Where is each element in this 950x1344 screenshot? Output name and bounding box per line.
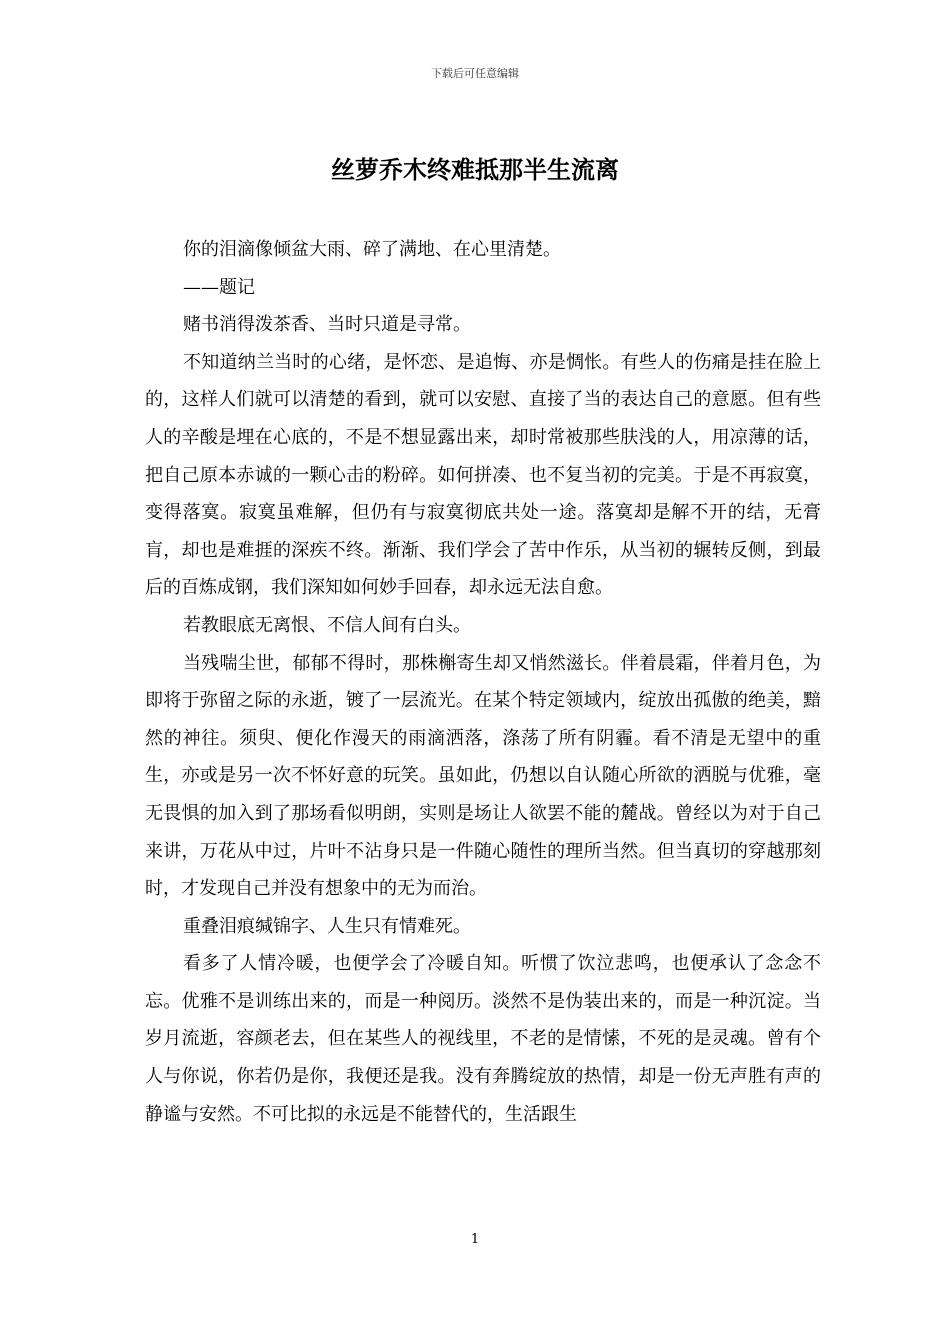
paragraph-epigraph-attribution: ——题记 bbox=[183, 276, 255, 298]
document-body bbox=[145, 231, 821, 1133]
paragraph-quote-3: 重叠泪痕缄锦字、人生只有情难死。 bbox=[183, 915, 471, 937]
paragraph-quote-2: 若教眼底无离恨、不信人间有白头。 bbox=[183, 614, 471, 636]
page-header-note: 下载后可任意编辑 bbox=[431, 67, 519, 80]
paragraph-body-3: 看多了人情冷暖，也便学会了冷暖自知。听惯了饮泣悲鸣，也便承认了念念不忘。优雅不是训练出来的，而是一种阅历。淡然不是伪装出来的，而是一种沉淀。当岁月流逝，容颜老去，但在某些人的视线里，不老的是情愫，不死的是灵魂。曾有个人与你说，你若仍是你，我便还是我。没有奔腾绽放的热情，却是一份无声胜有声的静谧与安然。不可比拟的永远是不能替代的，生活跟生 bbox=[145, 953, 821, 1125]
document-title: 丝萝乔木终难抵那半生流离 bbox=[331, 155, 619, 184]
paragraph-quote-1: 赌书消得泼茶香、当时只道是寻常。 bbox=[183, 314, 471, 336]
paragraph-body-1: 不知道纳兰当时的心绪，是怀恋、是追悔、亦是惆怅。有些人的伤痛是挂在脸上的，这样人们就可以清楚的看到，就可以安慰、直接了当的表达自己的意愿。但有些人的辛酸是埋在心底的，不是不想显露出来，却时常被那些肤浅的人，用凉薄的话，把自己原本赤诚的一颗心击的粉碎。如何拼凑、也不复当初的完美。于是不再寂寞，变得落寞。寂寞虽难解，但仍有与寂寞彻底共处一途。落寞却是解不开的结，无膏肓，却也是难捱的深疾不终。渐渐、我们学会了苦中作乐，从当初的辗转反侧，到最后的百炼成钢，我们深知如何妙手回春，却永远无法自愈。 bbox=[145, 351, 821, 599]
paragraph-body-2: 当残喘尘世，郁郁不得时，那株槲寄生却又悄然滋长。伴着晨霜，伴着月色，为即将于弥留之际的永逝，镀了一层流光。在某个特定领域内，绽放出孤傲的绝美，黯然的神往。须臾、便化作漫天的雨滴洒落，涤荡了所有阴霾。看不清是无望中的重生，亦或是另一次不怀好意的玩笑。虽如此，仍想以自认随心所欲的洒脱与优雅，毫无畏惧的加入到了那场看似明朗，实则是场让人欲罢不能的麓战。曾经以为对于自己来讲，万花从中过，片叶不沾身只是一件随心随性的理所当然。但当真切的穿越那刻时，才发现自己并没有想象中的无为而治。 bbox=[145, 652, 821, 900]
page-number: 1 bbox=[470, 1232, 480, 1247]
paragraph-epigraph: 你的泪滴像倾盆大雨、碎了满地、在心里清楚。 bbox=[183, 239, 561, 260]
